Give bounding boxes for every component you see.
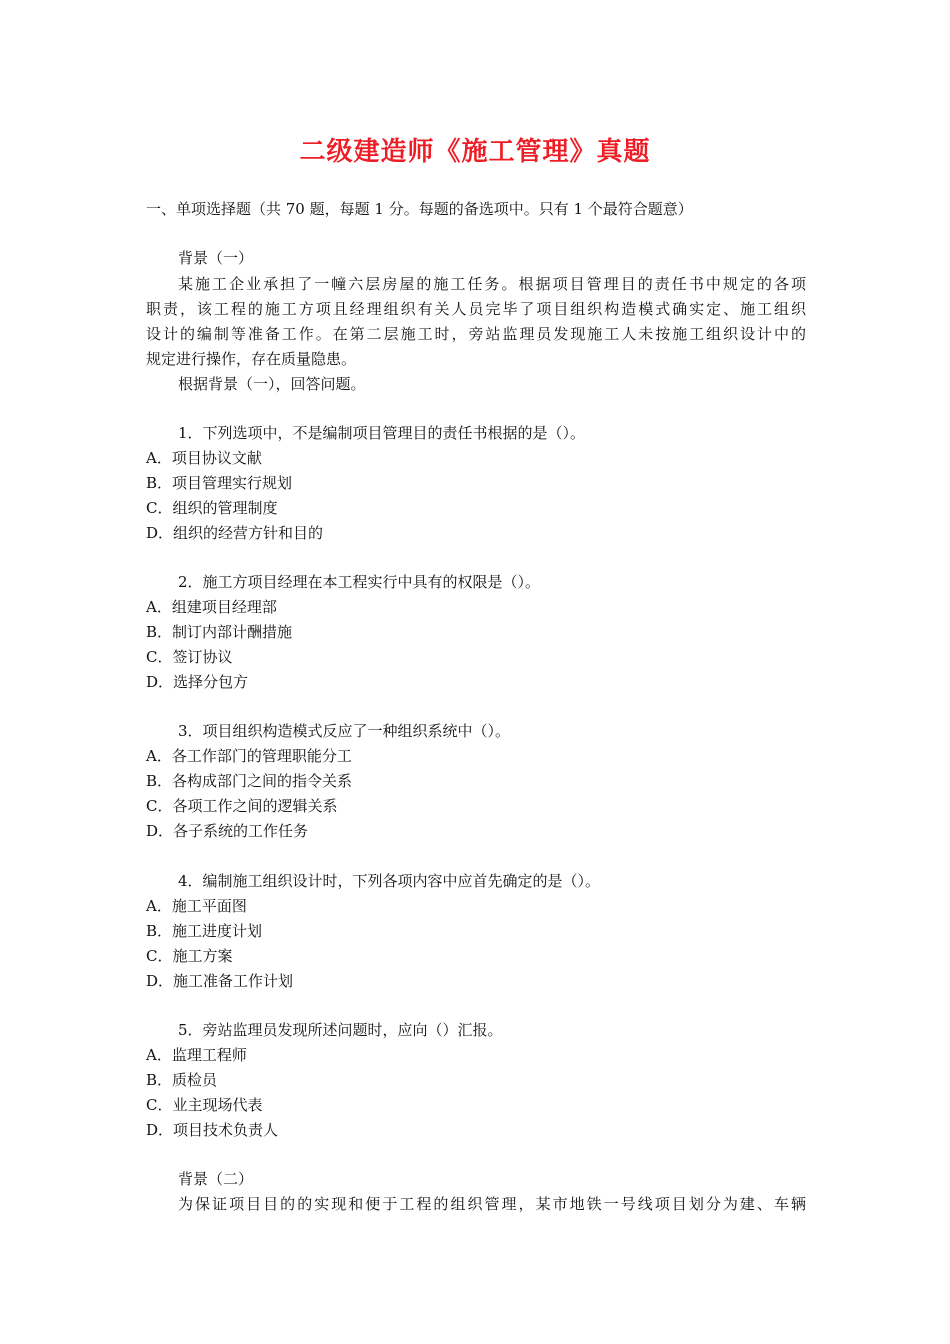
question-option: C．组织的管理制度 [146, 499, 278, 517]
section-heading: 一、单项选择题（共 70 题，每题 1 分。每题的备选项中。只有 1 个最符合题意） [146, 200, 693, 218]
question-option: A．施工平面图 [146, 897, 247, 915]
question-option: B．质检员 [146, 1071, 218, 1089]
question-option: A．项目协议文献 [146, 449, 262, 467]
question-option: A．组建项目经理部 [146, 598, 277, 616]
question-option: C．各项工作之间的逻辑关系 [146, 797, 338, 815]
background-1-line: 规定进行操作，存在质量隐患。 [146, 350, 357, 368]
background-1-prompt: 根据背景（一），回答问题。 [178, 375, 366, 393]
question-option: A．各工作部门的管理职能分工 [146, 747, 352, 765]
question-option: D．施工准备工作计划 [146, 972, 294, 990]
background-2-line: 为保证项目目的的实现和便于工程的组织管理，某市地铁一号线项目划分为建、车辆 [178, 1195, 806, 1213]
question-option: D．组织的经营方针和目的 [146, 524, 324, 542]
question-stem: 3．项目组织构造模式反应了一种组织系统中（）。 [178, 722, 511, 740]
background-1-line: 职责，该工程的施工方项且经理组织有关人员完毕了项目组织构造模式确实定、施工组织 [146, 300, 806, 318]
question-stem: 4．编制施工组织设计时，下列各项内容中应首先确定的是（）。 [178, 872, 601, 890]
question-option: B．各构成部门之间的指令关系 [146, 772, 353, 790]
background-1-label: 背景（一） [178, 249, 254, 267]
question-option: B．制订内部计酬措施 [146, 623, 293, 641]
question-option: B．施工进度计划 [146, 922, 263, 940]
question-option: D．项目技术负责人 [146, 1121, 279, 1139]
document-title: 二级建造师《施工管理》真题 [299, 137, 651, 167]
question-option: C．签订协议 [146, 648, 233, 666]
question-stem: 5．旁站监理员发现所述问题时，应向（）汇报。 [178, 1021, 503, 1039]
question-option: C．施工方案 [146, 947, 233, 965]
question-option: C．业主现场代表 [146, 1096, 263, 1114]
question-stem: 2．施工方项目经理在本工程实行中具有的权限是（）。 [178, 573, 541, 591]
question-stem: 1．下列选项中，不是编制项目管理目的责任书根据的是（）。 [178, 424, 586, 442]
question-option: A．监理工程师 [146, 1046, 247, 1064]
background-2-label: 背景（二） [178, 1170, 254, 1188]
background-1-line: 某施工企业承担了一幢六层房屋的施工任务。根据项目管理目的责任书中规定的各项 [178, 275, 806, 293]
question-option: B．项目管理实行规划 [146, 474, 293, 492]
question-option: D．选择分包方 [146, 673, 249, 691]
question-option: D．各子系统的工作任务 [146, 822, 309, 840]
background-1-line: 设计的编制等准备工作。在第二层施工时，旁站监理员发现施工人未按施工组织设计中的 [146, 325, 806, 343]
